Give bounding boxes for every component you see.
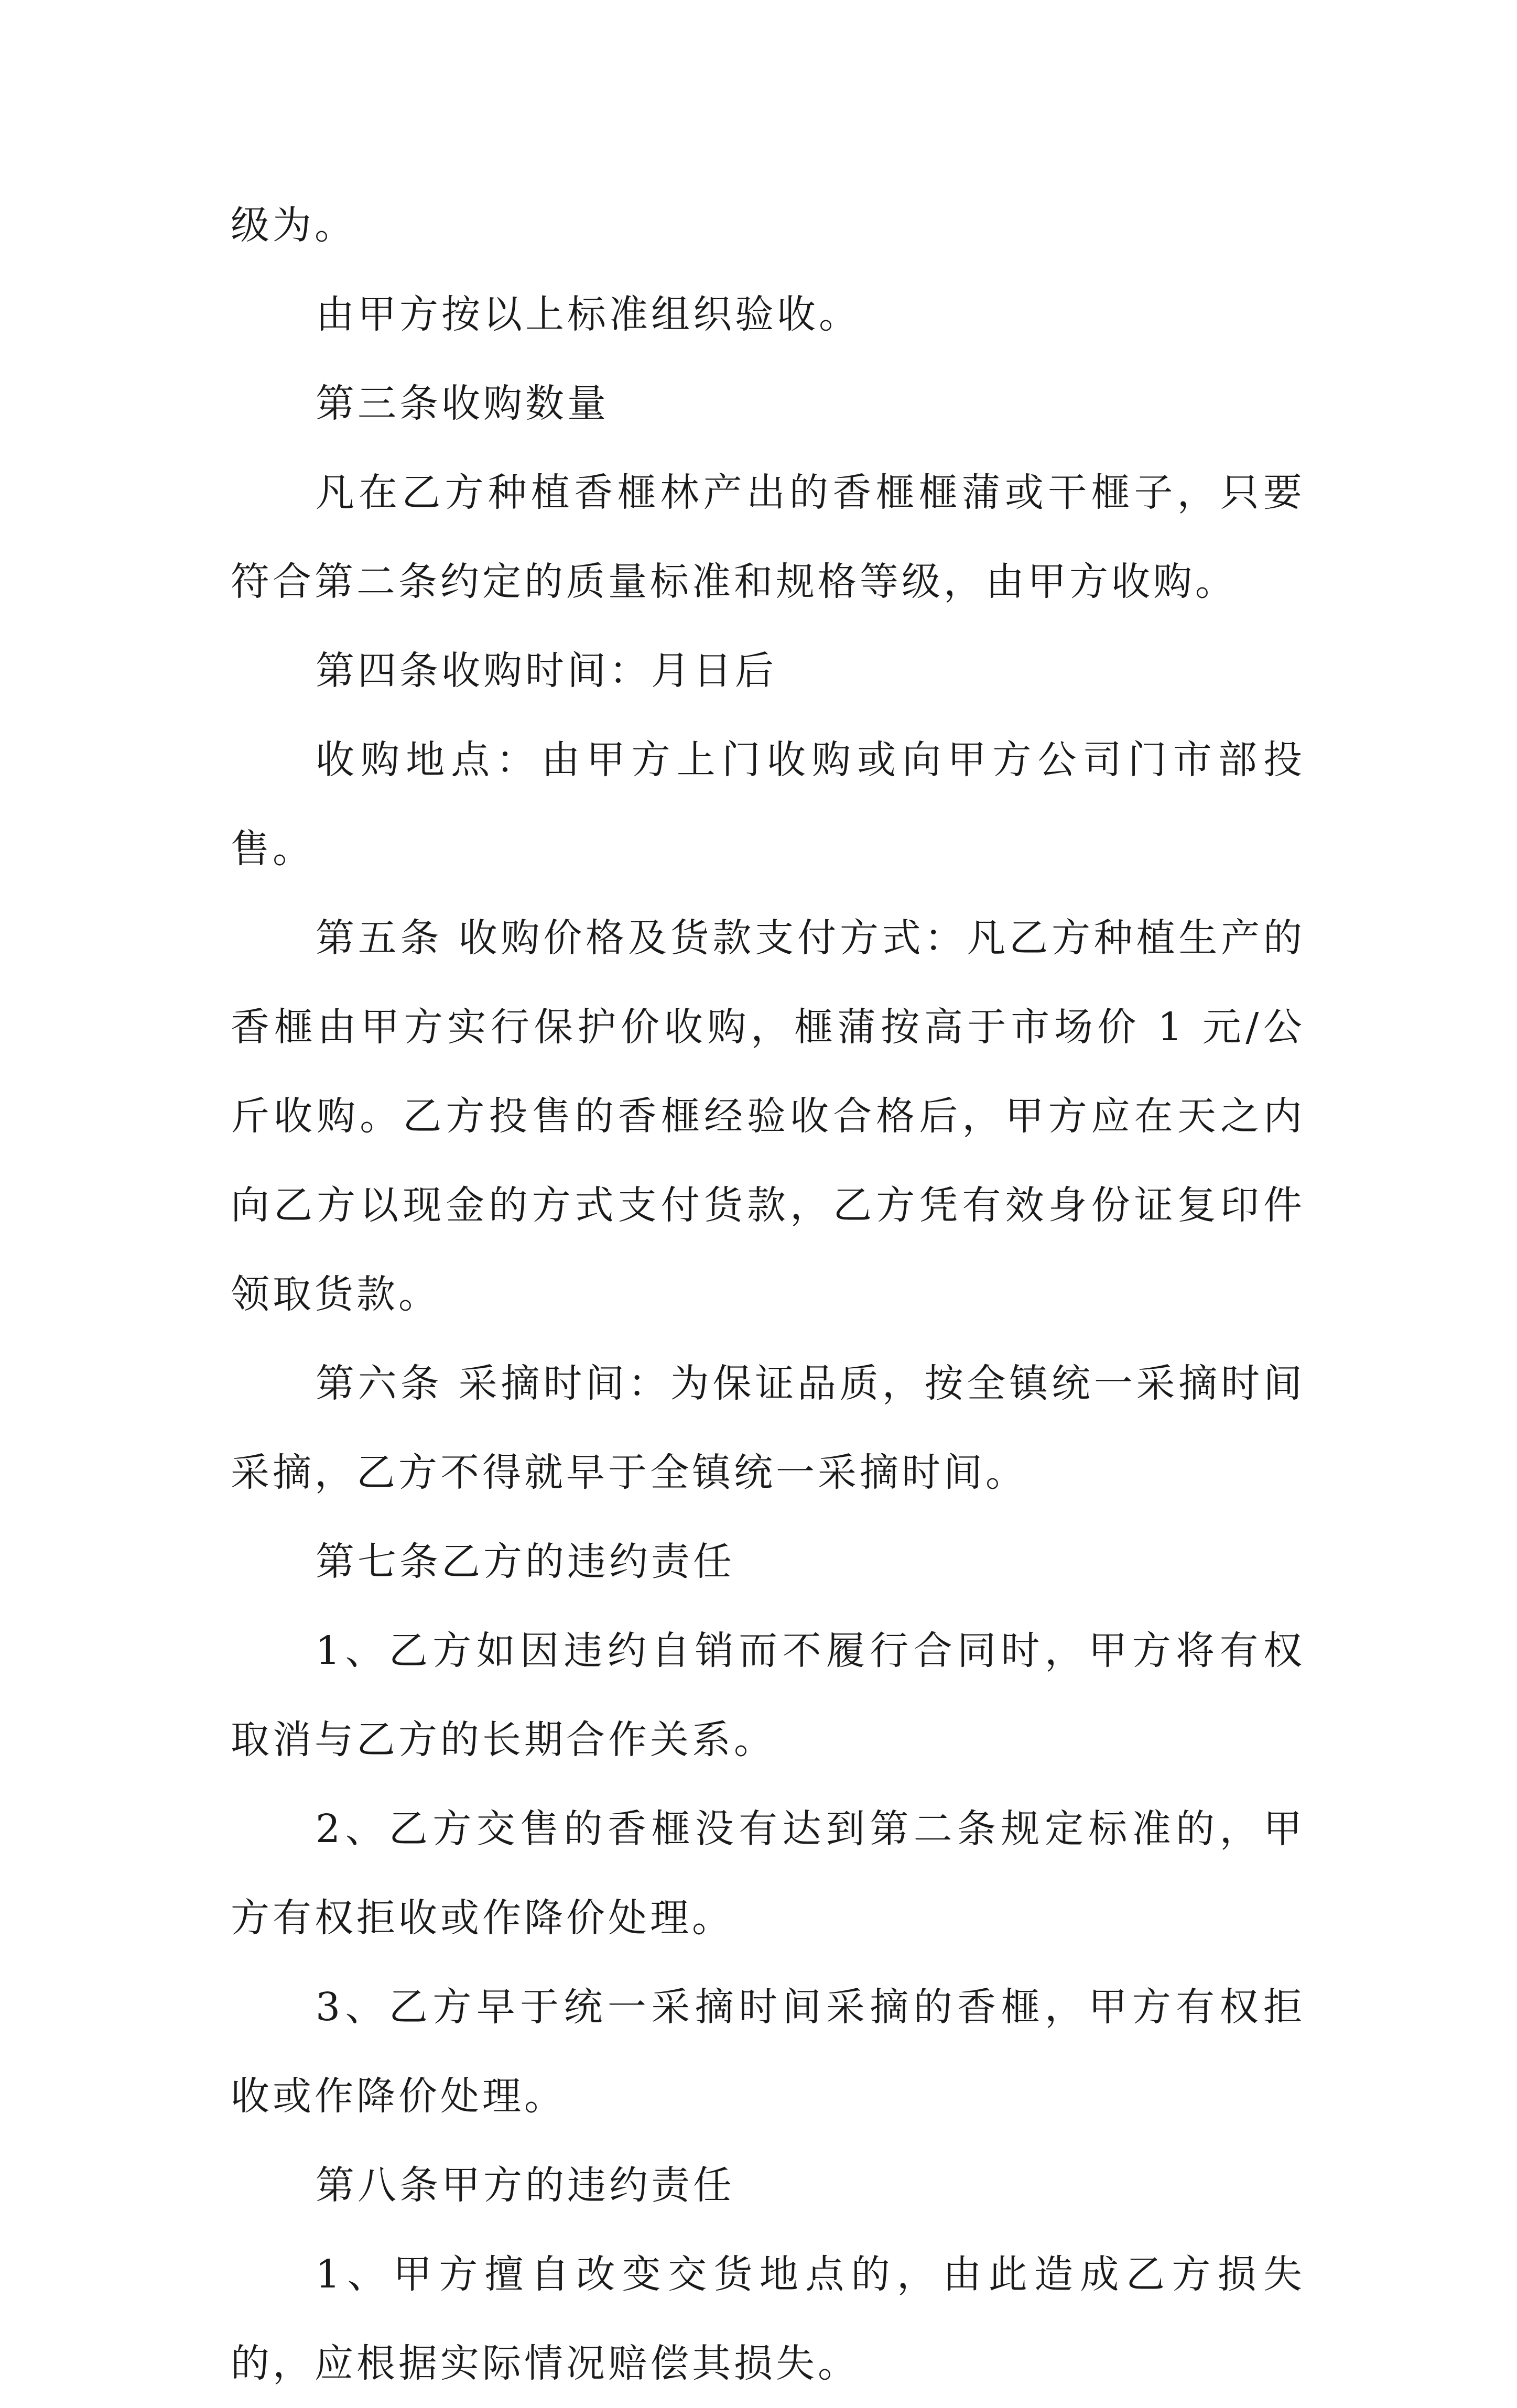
heading-article-3: 第三条收购数量 [316,381,609,426]
paragraph-acceptance: 由甲方按以上标准组织验收。 [316,292,861,337]
heading-article-8: 第八条甲方的违约责任 [316,2163,735,2208]
paragraph-article-5: 第五条 收购价格及货款支付方式：凡乙方种植生产的香榧由甲方实行保护价收购，榧蒲按高于市场价 1 元/公斤收购。乙方投售的香榧经验收合格后，甲方应在天之内向乙方以现金的方式支付货款，乙方凭有效身份证复印件领取货款。 [231,916,1305,1317]
paragraph-purchase-location: 收购地点：由甲方上门收购或向甲方公司门市部投售。 [231,737,1305,871]
heading-article-4: 第四条收购时间：月日后 [316,648,777,693]
paragraph-article-7-item-3: 3、乙方早于统一采摘时间采摘的香榧，甲方有权拒收或作降价处理。 [231,1985,1305,2119]
paragraph-article-3-body: 凡在乙方种植香榧林产出的香榧榧蒲或干榧子，只要符合第二条约定的质量标准和规格等级，由甲方收购。 [231,470,1305,604]
document-body [231,181,1305,2408]
heading-article-7: 第七条乙方的违约责任 [316,1539,735,1584]
paragraph-article-7-item-1: 1、乙方如因违约自销而不履行合同时，甲方将有权取消与乙方的长期合作关系。 [231,1628,1305,1762]
paragraph-article-8-item-1: 1、甲方擅自改变交货地点的，由此造成乙方损失的，应根据实际情况赔偿其损失。 [231,2252,1305,2386]
paragraph-grade-continuation: 级为。 [231,203,356,248]
paragraph-article-7-item-2: 2、乙方交售的香榧没有达到第二条规定标准的，甲方有权拒收或作降价处理。 [231,1806,1305,1941]
paragraph-article-6: 第六条 采摘时间：为保证品质，按全镇统一采摘时间采摘，乙方不得就早于全镇统一采摘时间。 [231,1361,1305,1495]
